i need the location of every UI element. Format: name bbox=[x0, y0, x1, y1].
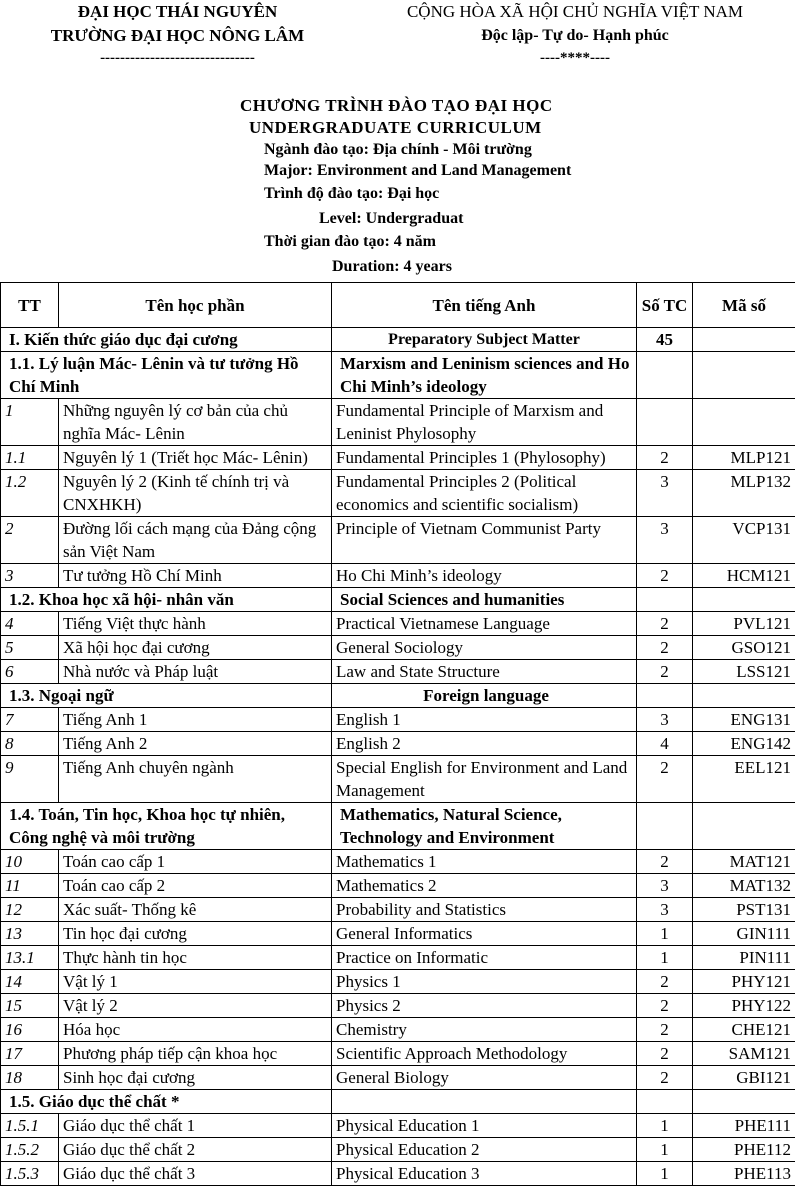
course-code: PVL121 bbox=[693, 612, 795, 636]
course-credits: 2 bbox=[637, 612, 693, 636]
section-title-en: Mathematics, Natural Science, Technology and Environment bbox=[332, 803, 637, 850]
course-code bbox=[693, 399, 795, 446]
course-name-en: English 2 bbox=[332, 732, 637, 756]
course-name-en: Practice on Informatic bbox=[332, 946, 637, 970]
course-name-en: Principle of Vietnam Communist Party bbox=[332, 517, 637, 564]
section-row bbox=[1, 1090, 795, 1114]
section-code-empty bbox=[693, 352, 795, 399]
level-vn: Trình độ đào tạo: Đại học bbox=[264, 185, 440, 202]
group-code-empty bbox=[693, 328, 795, 352]
course-name-en: Physical Education 3 bbox=[332, 1162, 637, 1186]
section-row bbox=[1, 684, 795, 708]
course-name-en: Chemistry bbox=[332, 1018, 637, 1042]
course-code: ENG131 bbox=[693, 708, 795, 732]
institution-block bbox=[0, 0, 355, 68]
duration-en: Duration: 4 years bbox=[332, 258, 452, 275]
course-number: 11 bbox=[1, 874, 59, 898]
course-credits: 1 bbox=[637, 922, 693, 946]
group-credits: 45 bbox=[637, 328, 693, 352]
course-name-vn: Xã hội học đại cương bbox=[59, 636, 332, 660]
group-title-vn: I. Kiến thức giáo dục đại cương bbox=[1, 328, 332, 352]
course-code: PST131 bbox=[693, 898, 795, 922]
table-body bbox=[1, 328, 795, 1186]
section-code-empty bbox=[693, 1090, 795, 1114]
course-credits: 3 bbox=[637, 708, 693, 732]
course-number: 1.5.2 bbox=[1, 1138, 59, 1162]
course-name-vn: Tiếng Việt thực hành bbox=[59, 612, 332, 636]
course-code: PHY121 bbox=[693, 970, 795, 994]
course-name-en: Practical Vietnamese Language bbox=[332, 612, 637, 636]
course-credits: 2 bbox=[637, 636, 693, 660]
section-credits-empty bbox=[637, 352, 693, 399]
section-code-empty bbox=[693, 803, 795, 850]
course-name-vn: Giáo dục thể chất 1 bbox=[59, 1114, 332, 1138]
course-name-en: Mathematics 2 bbox=[332, 874, 637, 898]
section-credits-empty bbox=[637, 684, 693, 708]
table-row bbox=[1, 517, 795, 564]
course-name-vn: Tư tưởng Hồ Chí Minh bbox=[59, 564, 332, 588]
table-row bbox=[1, 1066, 795, 1090]
course-number: 1.2 bbox=[1, 470, 59, 517]
course-name-en: Scientific Approach Methodology bbox=[332, 1042, 637, 1066]
table-row bbox=[1, 970, 795, 994]
section-row bbox=[1, 352, 795, 399]
header-code: Mã số bbox=[693, 283, 795, 328]
course-code: MLP132 bbox=[693, 470, 795, 517]
college-name: TRƯỜNG ĐẠI HỌC NÔNG LÂM bbox=[50, 26, 305, 45]
course-code: MLP121 bbox=[693, 446, 795, 470]
course-credits: 2 bbox=[637, 756, 693, 803]
course-code: SAM121 bbox=[693, 1042, 795, 1066]
course-code: GIN111 bbox=[693, 922, 795, 946]
table-row bbox=[1, 874, 795, 898]
course-name-vn: Vật lý 1 bbox=[59, 970, 332, 994]
course-name-vn: Tin học đại cương bbox=[59, 922, 332, 946]
section-row bbox=[1, 803, 795, 850]
course-code: PIN111 bbox=[693, 946, 795, 970]
course-credits: 2 bbox=[637, 564, 693, 588]
table-row bbox=[1, 470, 795, 517]
table-row bbox=[1, 708, 795, 732]
course-credits: 3 bbox=[637, 898, 693, 922]
course-name-en: General Sociology bbox=[332, 636, 637, 660]
table-row bbox=[1, 946, 795, 970]
course-name-vn: Nguyên lý 1 (Triết học Mác- Lênin) bbox=[59, 446, 332, 470]
course-name-vn: Tiếng Anh 2 bbox=[59, 732, 332, 756]
course-name-en: Fundamental Principles 1 (Phylosophy) bbox=[332, 446, 637, 470]
left-rule: ------------------------------- bbox=[100, 50, 255, 66]
table-row bbox=[1, 850, 795, 874]
table-row bbox=[1, 994, 795, 1018]
table-header-row bbox=[1, 283, 795, 328]
course-name-vn: Giáo dục thể chất 2 bbox=[59, 1138, 332, 1162]
header-name-vn: Tên học phần bbox=[59, 283, 332, 328]
group-row bbox=[1, 328, 795, 352]
course-name-en: General Biology bbox=[332, 1066, 637, 1090]
major-vn: Ngành đào tạo: Địa chính - Môi trường bbox=[264, 141, 532, 158]
course-name-vn: Những nguyên lý cơ bản của chủ nghĩa Mác- Lênin bbox=[59, 399, 332, 446]
course-code: VCP131 bbox=[693, 517, 795, 564]
national-motto: Độc lập- Tự do- Hạnh phúc bbox=[481, 27, 669, 44]
course-name-en: Mathematics 1 bbox=[332, 850, 637, 874]
course-credits: 1 bbox=[637, 1138, 693, 1162]
section-title-en bbox=[332, 1090, 637, 1114]
course-credits: 4 bbox=[637, 732, 693, 756]
section-title-vn: 1.1. Lý luận Mác- Lênin và tư tưởng Hồ Chí Minh bbox=[1, 352, 332, 399]
course-number: 3 bbox=[1, 564, 59, 588]
header-tt: TT bbox=[1, 283, 59, 328]
course-name-en: Probability and Statistics bbox=[332, 898, 637, 922]
group-title-en: Preparatory Subject Matter bbox=[332, 328, 637, 352]
course-name-en: General Informatics bbox=[332, 922, 637, 946]
header-credits: Số TC bbox=[637, 283, 693, 328]
section-code-empty bbox=[693, 588, 795, 612]
title-vn: CHƯƠNG TRÌNH ĐÀO TẠO ĐẠI HỌC bbox=[240, 96, 553, 115]
course-number: 10 bbox=[1, 850, 59, 874]
course-number: 17 bbox=[1, 1042, 59, 1066]
section-credits-empty bbox=[637, 803, 693, 850]
course-credits: 3 bbox=[637, 517, 693, 564]
header-name-en: Tên tiếng Anh bbox=[332, 283, 637, 328]
table-row bbox=[1, 1042, 795, 1066]
course-credits: 2 bbox=[637, 1066, 693, 1090]
course-code: LSS121 bbox=[693, 660, 795, 684]
course-number: 4 bbox=[1, 612, 59, 636]
course-code: PHE112 bbox=[693, 1138, 795, 1162]
course-number: 9 bbox=[1, 756, 59, 803]
course-name-en: Physical Education 2 bbox=[332, 1138, 637, 1162]
course-credits: 1 bbox=[637, 1162, 693, 1186]
course-credits bbox=[637, 399, 693, 446]
table-row bbox=[1, 1138, 795, 1162]
course-credits: 1 bbox=[637, 1114, 693, 1138]
section-row bbox=[1, 588, 795, 612]
course-number: 18 bbox=[1, 1066, 59, 1090]
course-code: CHE121 bbox=[693, 1018, 795, 1042]
course-number: 12 bbox=[1, 898, 59, 922]
course-credits: 1 bbox=[637, 946, 693, 970]
course-name-vn: Vật lý 2 bbox=[59, 994, 332, 1018]
table-row bbox=[1, 1162, 795, 1186]
table-row bbox=[1, 564, 795, 588]
course-name-en: Physical Education 1 bbox=[332, 1114, 637, 1138]
course-credits: 2 bbox=[637, 1042, 693, 1066]
course-code: ENG142 bbox=[693, 732, 795, 756]
course-name-vn: Toán cao cấp 1 bbox=[59, 850, 332, 874]
curriculum-table bbox=[0, 282, 795, 1186]
course-code: PHE113 bbox=[693, 1162, 795, 1186]
course-number: 7 bbox=[1, 708, 59, 732]
course-name-en: Ho Chi Minh’s ideology bbox=[332, 564, 637, 588]
course-credits: 3 bbox=[637, 470, 693, 517]
course-name-en: Fundamental Principles 2 (Political economics and scientific socialism) bbox=[332, 470, 637, 517]
course-number: 1.5.3 bbox=[1, 1162, 59, 1186]
course-name-vn: Xác suất- Thống kê bbox=[59, 898, 332, 922]
course-name-vn: Phương pháp tiếp cận khoa học bbox=[59, 1042, 332, 1066]
section-title-vn: 1.4. Toán, Tin học, Khoa học tự nhiên, Công nghệ và môi trường bbox=[1, 803, 332, 850]
course-credits: 3 bbox=[637, 874, 693, 898]
course-number: 13 bbox=[1, 922, 59, 946]
course-name-vn: Hóa học bbox=[59, 1018, 332, 1042]
course-name-en: Special English for Environment and Land Management bbox=[332, 756, 637, 803]
course-number: 15 bbox=[1, 994, 59, 1018]
section-code-empty bbox=[693, 684, 795, 708]
table-row bbox=[1, 922, 795, 946]
section-credits-empty bbox=[637, 1090, 693, 1114]
duration-vn: Thời gian đào tạo: 4 năm bbox=[264, 233, 436, 250]
course-name-en: Fundamental Principle of Marxism and Leninist Phylosophy bbox=[332, 399, 637, 446]
course-code: HCM121 bbox=[693, 564, 795, 588]
course-code: PHY122 bbox=[693, 994, 795, 1018]
course-number: 13.1 bbox=[1, 946, 59, 970]
major-en: Major: Environment and Land Management bbox=[264, 162, 572, 179]
course-code: EEL121 bbox=[693, 756, 795, 803]
table-row bbox=[1, 756, 795, 803]
course-name-en: Physics 1 bbox=[332, 970, 637, 994]
course-number: 1.1 bbox=[1, 446, 59, 470]
table-row bbox=[1, 446, 795, 470]
course-number: 1 bbox=[1, 399, 59, 446]
course-number: 5 bbox=[1, 636, 59, 660]
table-row bbox=[1, 1018, 795, 1042]
section-credits-empty bbox=[637, 588, 693, 612]
table-row bbox=[1, 898, 795, 922]
section-title-en: Social Sciences and humanities bbox=[332, 588, 637, 612]
course-number: 16 bbox=[1, 1018, 59, 1042]
course-credits: 2 bbox=[637, 850, 693, 874]
course-credits: 2 bbox=[637, 1018, 693, 1042]
course-name-en: Law and State Structure bbox=[332, 660, 637, 684]
table-row bbox=[1, 612, 795, 636]
course-number: 1.5.1 bbox=[1, 1114, 59, 1138]
table-row bbox=[1, 660, 795, 684]
table-row bbox=[1, 399, 795, 446]
section-title-vn: 1.5. Giáo dục thể chất * bbox=[1, 1090, 332, 1114]
course-code: GBI121 bbox=[693, 1066, 795, 1090]
course-credits: 2 bbox=[637, 994, 693, 1018]
section-title-en: Marxism and Leninism sciences and Ho Chi Minh’s ideology bbox=[332, 352, 637, 399]
table-row bbox=[1, 732, 795, 756]
table-row bbox=[1, 1114, 795, 1138]
course-code: PHE111 bbox=[693, 1114, 795, 1138]
country-name: CỘNG HÒA XÃ HỘI CHỦ NGHĨA VIỆT NAM bbox=[406, 2, 744, 21]
course-code: MAT121 bbox=[693, 850, 795, 874]
university-name: ĐẠI HỌC THÁI NGUYÊN bbox=[77, 2, 278, 21]
course-name-vn: Nhà nước và Pháp luật bbox=[59, 660, 332, 684]
course-name-vn: Đường lối cách mạng của Đảng cộng sản Việt Nam bbox=[59, 517, 332, 564]
section-title-vn: 1.2. Khoa học xã hội- nhân văn bbox=[1, 588, 332, 612]
right-rule: ----****---- bbox=[540, 50, 610, 66]
table-row bbox=[1, 636, 795, 660]
national-block bbox=[355, 0, 795, 68]
section-title-en: Foreign language bbox=[332, 684, 637, 708]
course-name-en: Physics 2 bbox=[332, 994, 637, 1018]
document-header bbox=[0, 0, 795, 82]
course-number: 8 bbox=[1, 732, 59, 756]
course-name-vn: Giáo dục thể chất 3 bbox=[59, 1162, 332, 1186]
course-name-vn: Sinh học đại cương bbox=[59, 1066, 332, 1090]
course-code: GSO121 bbox=[693, 636, 795, 660]
course-number: 14 bbox=[1, 970, 59, 994]
course-credits: 2 bbox=[637, 970, 693, 994]
title-en: UNDERGRADUATE CURRICULUM bbox=[249, 118, 542, 137]
course-name-vn: Tiếng Anh chuyên ngành bbox=[59, 756, 332, 803]
level-en: Level: Undergraduat bbox=[319, 210, 464, 227]
course-code: MAT132 bbox=[693, 874, 795, 898]
course-name-vn: Toán cao cấp 2 bbox=[59, 874, 332, 898]
course-credits: 2 bbox=[637, 660, 693, 684]
course-name-en: English 1 bbox=[332, 708, 637, 732]
course-name-vn: Tiếng Anh 1 bbox=[59, 708, 332, 732]
course-number: 6 bbox=[1, 660, 59, 684]
course-name-vn: Thực hành tin học bbox=[59, 946, 332, 970]
course-credits: 2 bbox=[637, 446, 693, 470]
course-number: 2 bbox=[1, 517, 59, 564]
course-name-vn: Nguyên lý 2 (Kinh tế chính trị và CNXHKH) bbox=[59, 470, 332, 517]
section-title-vn: 1.3. Ngoại ngữ bbox=[1, 684, 332, 708]
